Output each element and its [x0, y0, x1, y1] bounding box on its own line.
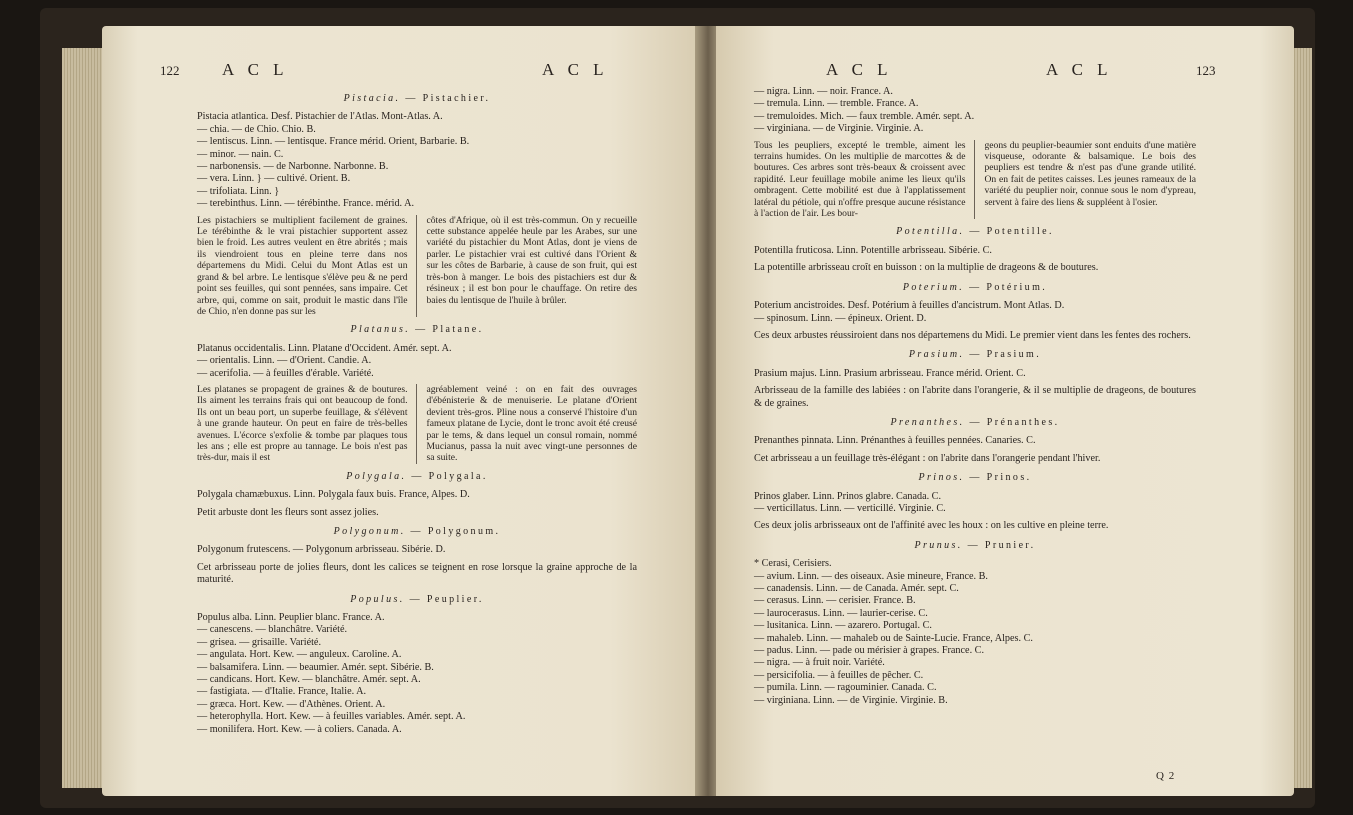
two-column-text: [197, 215, 637, 318]
list-item: — angulata. Hort. Kew. — anguleux. Caroline. A.: [197, 649, 402, 661]
section-heading-prunus: Prunus. — Prunier.: [914, 539, 1036, 551]
page-edges-left: [62, 48, 104, 788]
running-head-left: A C L: [222, 60, 289, 79]
list-item: Populus alba. Linn. Peuplier blanc. France. A.: [197, 612, 385, 624]
running-head-left: A C L: [826, 60, 893, 79]
page-number: 123: [1196, 63, 1216, 78]
section-heading-prenanthes: Prenanthes. — Prénanthes.: [890, 416, 1060, 428]
list-item: — balsamifera. Linn. — beaumier. Amér. sept. Sibérie. B.: [197, 661, 434, 673]
list-item: — lusitanica. Linn. — azarero. Portugal. C.: [754, 620, 932, 632]
right-page-text: [754, 86, 1196, 711]
page-number: 122: [160, 63, 180, 78]
list-item: — persicifolia. — à feuilles de pêcher. C.: [754, 669, 924, 681]
signature-mark: Q 2: [1156, 770, 1176, 782]
right-page: [716, 26, 1294, 796]
list-item: — verticillatus. Linn. — verticillé. Virginie. C.: [754, 502, 946, 514]
paragraph: Cet arbrisseau a un feuillage très-élégant : on l'abrite dans l'orangerie pendant l'hiver.: [754, 452, 1101, 464]
list-item: — spinosum. Linn. — épineux. Orient. D.: [754, 312, 927, 324]
species-list-prasium: [754, 368, 1196, 380]
section-heading-prasium: Prasium. — Prasium.: [908, 349, 1042, 361]
species-list-polygonum: [197, 544, 637, 556]
list-item: — mahaleb. Linn. — mahaleb ou de Sainte-Lucie. France, Alpes. C.: [754, 632, 1033, 644]
list-item: — acerifolia. — à feuilles d'érable. Variété.: [197, 367, 374, 379]
list-item: — laurocerasus. Linn. — laurier-cerise. C.: [754, 607, 928, 619]
section-heading-populus: Populus. — Peuplier.: [350, 593, 484, 605]
list-item: — orientalis. Linn. — d'Orient. Candie. A.: [197, 355, 372, 367]
list-item: — minor. — nain. C.: [197, 148, 284, 160]
list-item: — vera. Linn. } — cultivé. Orient. B.: [197, 173, 351, 185]
list-item: Prinos glaber. Linn. Prinos glabre. Canada. C.: [754, 490, 942, 502]
list-item: — grisea. — grisaille. Variété.: [197, 636, 322, 648]
section-heading-polygala: Polygala. — Polygala.: [346, 470, 488, 482]
species-list-populus: [197, 612, 637, 736]
list-item: — monilifera. Hort. Kew. — à coliers. Canada. A.: [197, 723, 402, 735]
column-left: Les pistachiers se multiplient facilement de graines. Le térébinthe & le vrai pistachier supportent assez bien le froid. Les autres veulent en être abrités ; mais ils viendroient tous en pleine terre dans nos départemens du Midi. Celui du Mont Atlas est un grand & bel arbre. Le lentisque s'élève peu & ne perd point ses feuilles, qui sont pennées, sans impaire. Cet arbre, qui, comme on sait, produit le mastic dans l'île de Chio, n'en donne pas sur les: [197, 215, 417, 318]
section-heading-polygonum: Polygonum. — Polygonum.: [333, 526, 501, 537]
list-item: — virginiana. Linn. — de Virginie. Virginie. B.: [754, 694, 948, 706]
species-list-populus-continued: [754, 86, 1196, 136]
list-item: — canadensis. Linn. — de Canada. Amér. sept. C.: [754, 583, 959, 594]
species-list-prenanthes: [754, 435, 1196, 447]
list-item: Platanus occidentalis. Linn. Platane d'Occident. Amér. sept. A.: [197, 342, 452, 354]
list-item: Pistacia atlantica. Desf. Pistachier de l'Atlas. Mont-Atlas. A.: [197, 111, 443, 123]
section-heading-poterium: Poterium. — Potérium.: [902, 281, 1048, 293]
list-item: — nigra. — à fruit noir. Variété.: [754, 657, 885, 669]
list-item: — fastigiata. — d'Italie. France, Italie. A.: [197, 686, 367, 698]
species-list-prinos: [754, 491, 1196, 516]
list-item: Prasium majus. Linn. Prasium arbrisseau. France mérid. Orient. C.: [754, 367, 1026, 379]
paragraph: Cet arbrisseau porte de jolies fleurs, dont les calices se teignent en rose lorsque la graine approche de la maturité.: [197, 561, 637, 586]
list-item: — terebinthus. Linn. — térébinthe. France. mérid. A.: [197, 198, 414, 210]
list-item: — pumila. Linn. — ragouminier. Canada. C.: [754, 682, 937, 694]
column-right: côtes d'Afrique, où il est très-commun. On y recueille cette substance appelée heule par les Arabes, sur une variété du pistachier du Mont Atlas, dont je viens de parler. Le pistachier vrai est cultivé dans l'Orient & sur les côtes de Barbarie, à cause de son fruit, qui est très-bon à manger. Le bois des pistachiers est dur & résineux ; il est bon pour le chauffage. On retire des baies du lentisque de l'huile à brûler.: [426, 214, 637, 306]
list-item: — trifoliata. Linn. }: [197, 185, 280, 197]
paragraph: La potentille arbrisseau croît en buisson : on la multiplie de drageons & de boutures.: [754, 262, 1099, 274]
section-heading-platanus: Platanus. — Platane.: [350, 324, 484, 336]
column-right: geons du peuplier-beaumier sont enduits d'une matière visqueuse, odorante & balsamique. Le bois des peupliers est tendre & n'est pas d'une grande utilité. On en fait de petites caisses. Les jeunes rameaux de la variété du peuplier noir, connue sous le nom d'ypreau, servent à faire des liens & suppléent à l'osier.: [984, 139, 1196, 208]
list-item: Polygala chamæbuxus. Linn. Polygala faux buis. France, Alpes. D.: [197, 489, 470, 501]
list-item: — avium. Linn. — des oiseaux. Asie mineure, France. B.: [754, 570, 988, 582]
list-item: Prenanthes pinnata. Linn. Prénanthes à feuilles pennées. Canaries. C.: [754, 435, 1036, 447]
list-item: — nigra. Linn. — noir. France. A.: [754, 86, 893, 97]
paragraph: Ces deux jolis arbrisseaux ont de l'affinité avec les houx : on les cultive en pleine terre.: [754, 520, 1109, 532]
list-item: — lentiscus. Linn. — lentisque. France mérid. Orient, Barbarie. B.: [197, 136, 470, 148]
list-item: — tremula. Linn. — tremble. France. A.: [754, 98, 919, 110]
list-item: Poterium ancistroides. Desf. Potérium à feuilles d'ancistrum. Mont Atlas. D.: [754, 300, 1065, 312]
list-item: — heterophylla. Hort. Kew. — à feuilles variables. Amér. sept. A.: [197, 711, 466, 723]
list-item: Polygonum frutescens. — Polygonum arbrisseau. Sibérie. D.: [197, 544, 446, 556]
paragraph: Arbrisseau de la famille des labiées : on l'abrite dans l'orangerie, & il se multiplie de drageons, de boutures & de graines.: [754, 385, 1196, 409]
paragraph: Petit arbuste dont les fleurs sont assez jolies.: [197, 506, 379, 518]
section-heading-pistacia: Pistacia. — Pistachier.: [343, 93, 491, 104]
left-page: [102, 26, 700, 796]
species-list-potentilla: [754, 245, 1196, 257]
open-book: [40, 8, 1315, 808]
species-list-prunus: [754, 558, 1196, 707]
left-page-text: [197, 86, 637, 740]
species-list-poterium: [754, 300, 1196, 325]
list-item: — græca. Hort. Kew. — d'Athènes. Orient. A.: [197, 698, 386, 710]
running-head-right: A C L: [1046, 60, 1113, 79]
column-left: Les platanes se propagent de graines & de boutures. Ils aiment les terrains frais qui ont beaucoup de fond. Ils ont un beau port, un superbe feuillage, & s'élèvent à une grande hauteur. On peut en faire de très-belles avenues. L'écorce s'exfolie & tombe par plaques tous les ans ; elle est propre au tannage. Le bois n'est pas très-dur, mais il est: [197, 384, 417, 464]
list-item: — candicans. Hort. Kew. — blanchâtre. Amér. sept. A.: [197, 674, 421, 686]
list-item: Potentilla fruticosa. Linn. Potentille arbrisseau. Sibérie. C.: [754, 244, 992, 256]
list-item: — virginiana. — de Virginie. Virginie. A.: [754, 123, 924, 135]
two-column-text: [754, 140, 1196, 220]
list-item: — cerasus. Linn. — cerisier. France. B.: [754, 595, 916, 607]
column-left: Tous les peupliers, excepté le tremble, aiment les terrains humides. On les multiplie de marcottes & de boutures. Ces arbres sont très-beaux & croissent avec rapidité. Leur feuillage mobile anime les lieux qu'ils ombragent. Cette mobilité est due à l'applatissement latéral du pétiole, qui n'offre presque aucune résistance à l'action de l'air. Les bour-: [754, 140, 975, 220]
page-edges-right: [1292, 48, 1312, 788]
species-list-platanus: [197, 343, 637, 380]
list-item: — canescens. — blanchâtre. Variété.: [197, 624, 348, 636]
running-head: [102, 60, 700, 80]
running-head-right: A C L: [542, 60, 609, 79]
paragraph: Ces deux arbustes réussiroient dans nos départemens du Midi. Le premier vient dans les fentes des rochers.: [754, 329, 1191, 341]
list-item: — padus. Linn. — pade ou mérisier à grapes. France. C.: [754, 645, 985, 657]
list-item: — narbonensis. — de Narbonne. Narbonne. B.: [197, 161, 389, 173]
column-right: agréablement veiné : on en fait des ouvrages d'ébénisterie & de menuiserie. Le platane d'Orient devient très-gros. Pline nous a conservé l'histoire d'un fameux platane de Lycie, dont le tronc avoit été creusé par le tems, & dans lequel un consul romain, nommé Mucianus, passa la nuit avec vingt-une personnes de sa suite.: [426, 383, 637, 464]
species-list-polygala: [197, 489, 637, 501]
list-item: — tremuloides. Mich. — faux tremble. Amér. sept. A.: [754, 110, 975, 122]
running-head: [716, 60, 1294, 80]
list-item: * Cerasi, Cerisiers.: [754, 558, 832, 570]
two-column-text: [197, 384, 637, 464]
section-heading-potentilla: Potentilla. — Potentille.: [896, 226, 1054, 238]
list-item: — chia. — de Chio. Chio. B.: [197, 123, 316, 135]
section-heading-prinos: Prinos. — Prinos.: [918, 472, 1032, 484]
species-list-pistacia: [197, 111, 637, 210]
